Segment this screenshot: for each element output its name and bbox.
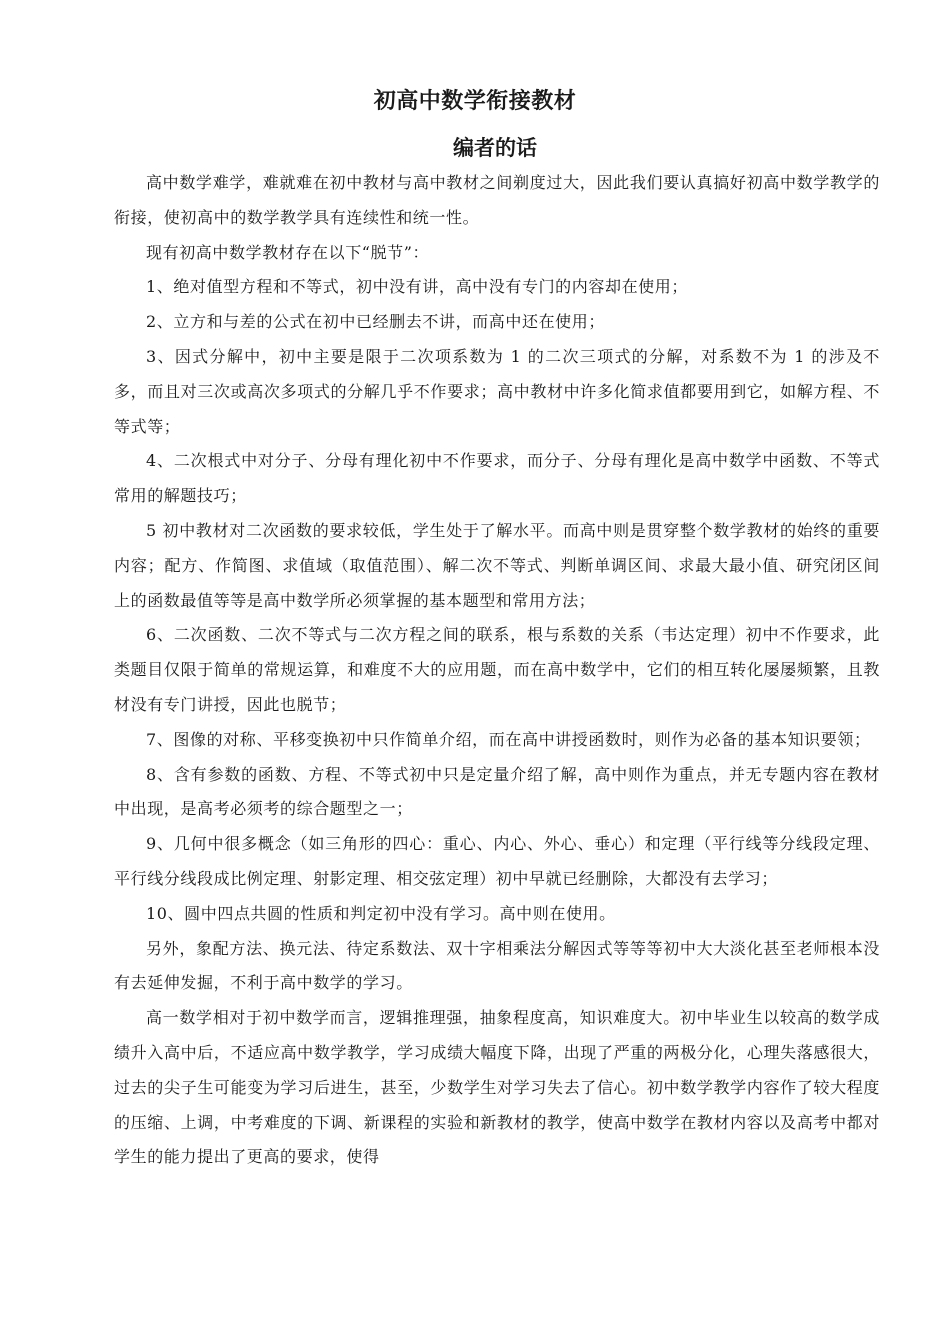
- paragraph-item-6: 6、二次函数、二次不等式与二次方程之间的联系，根与系数的关系（韦达定理）初中不作要求，此类题目仅限于简单的常规运算，和难度不大的应用题，而在高中数学中，它们的相互转化屡屡频繁，且教材没有专门讲授，因此也脱节；: [114, 625, 880, 714]
- paragraph-intro: 高中数学难学，难就难在初中教材与高中教材之间剃度过大，因此我们要认真搞好初高中数学教学的衔接，使初高中的数学教学具有连续性和统一性。: [114, 173, 880, 227]
- paragraph-item-4: 4、二次根式中对分子、分母有理化初中不作要求，而分子、分母有理化是高中数学中函数、不等式常用的解题技巧；: [114, 451, 880, 506]
- paragraph-item-9: 9、几何中很多概念（如三角形的四心：重心、内心、外心、垂心）和定理（平行线等分线段定理、平行线分线段成比例定理、射影定理、相交弦定理）初中早就已经删除，大都没有去学习；: [114, 834, 880, 888]
- paragraph-gaps-lead: 现有初高中数学教材存在以下“脱节”：: [146, 242, 430, 262]
- paragraph-grade-one: 高一数学相对于初中数学而言，逻辑推理强，抽象程度高，知识难度大。初中毕业生以较高的数学成绩升入高中后，不适应高中数学教学，学习成绩大幅度下降，出现了严重的两极分化，心理失落感很大，过去的尖子生可能变为学习后进生，甚至，少数学生对学习失去了信心。初中数学教学内容作了较大程度的压缩、上调，中考难度的下调、新课程的实验和新教材的教学，使高中数学在教材内容以及高考中都对学生的能力提出了更高的要求，使得: [114, 1008, 880, 1167]
- paragraph-item-2: 2、立方和与差的公式在初中已经删去不讲，而高中还在使用；: [146, 312, 605, 332]
- paragraph-item-7: 7、图像的对称、平移变换初中只作简单介绍，而在高中讲授函数时，则作为必备的基本知识要领；: [146, 729, 871, 749]
- paragraph-item-1: 1、绝对值型方程和不等式，初中没有讲，高中没有专门的内容却在使用；: [146, 277, 688, 297]
- body-text: [114, 166, 880, 1175]
- paragraph-item-5: 5 初中教材对二次函数的要求较低，学生处于了解水平。而高中则是贯穿整个数学教材的始终的重要内容；配方、作简图、求值域（取值范围）、解二次不等式、判断单调区间、求最大最小值、研究闭区间上的函数最值等等是高中数学所必须掌握的基本题型和常用方法；: [114, 520, 880, 610]
- paragraph-item-3: 3、因式分解中，初中主要是限于二次项系数为 1 的二次三项式的分解，对系数不为 1 的涉及不多，而且对三次或高次多项式的分解几乎不作要求；高中教材中许多化简求值都要用到它，如解方程、不等式等；: [114, 346, 880, 436]
- paragraph-methods: 另外，象配方法、换元法、待定系数法、双十字相乘法分解因式等等等初中大大淡化甚至老师根本没有去延伸发掘，不利于高中数学的学习。: [114, 938, 880, 993]
- section-title: 编者的话: [453, 135, 537, 160]
- document-title: 初高中数学衔接教材: [373, 88, 577, 114]
- paragraph-item-8: 8、含有参数的函数、方程、不等式初中只是定量介绍了解，高中则作为重点，并无专题内容在教材中出现，是高考必须考的综合题型之一；: [114, 764, 880, 819]
- paragraph-item-10: 10、圆中四点共圆的性质和判定初中没有学习。高中则在使用。: [146, 903, 616, 923]
